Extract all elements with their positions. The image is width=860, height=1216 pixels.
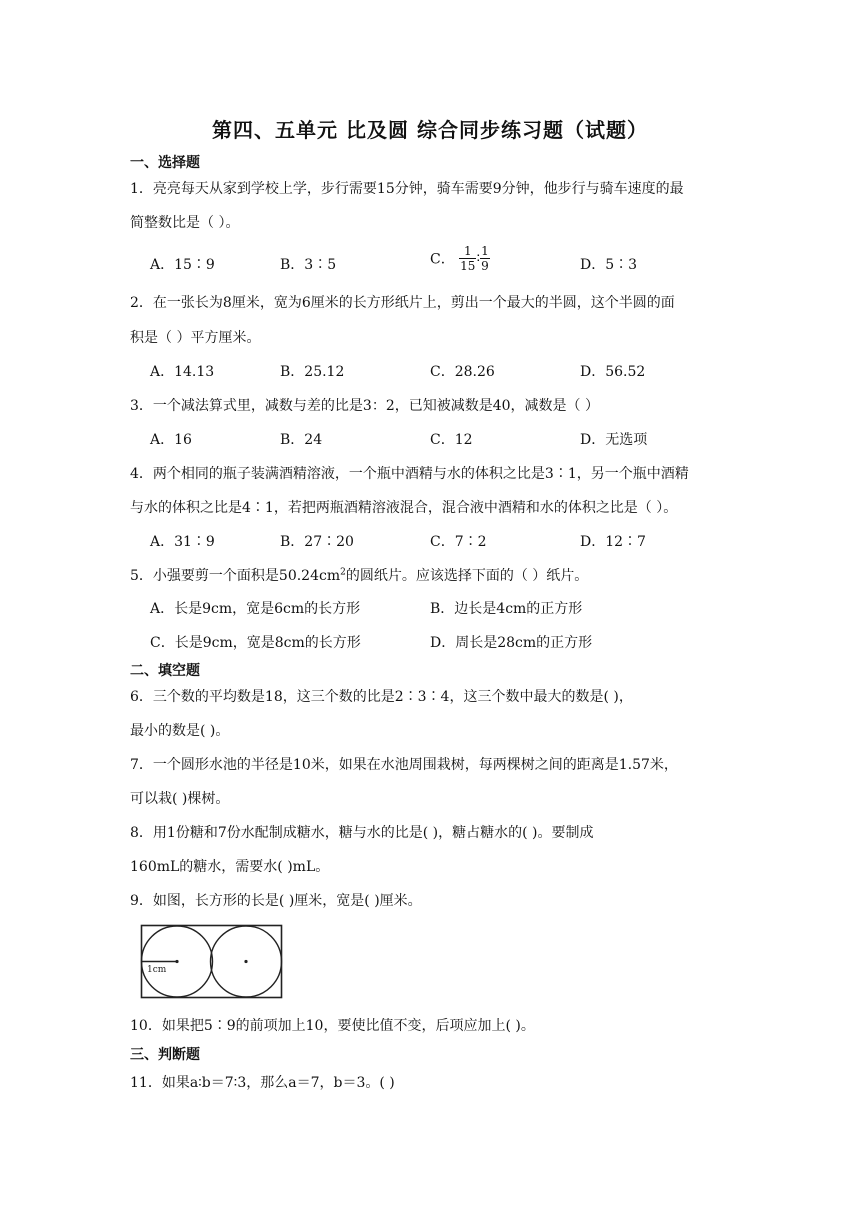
question-3-option-b: B．24 <box>280 432 323 448</box>
question-8-text-cont: 160mL的糖水，需要水( )mL。 <box>130 859 330 875</box>
ratio-colon: ∶ <box>476 250 481 267</box>
center-dot-right <box>244 960 247 963</box>
rectangle-two-circles-figure <box>140 924 284 1004</box>
fraction-denominator: 9 <box>481 259 489 273</box>
question-1-text: 1．亮亮每天从家到学校上学，步行需要15分钟，骑车需要9分钟，他步行与骑车速度的最 <box>130 181 684 197</box>
page-title: 第四、五单元 比及圆 综合同步练习题（试题） <box>212 118 648 142</box>
fraction-one-fifteenth <box>459 244 476 273</box>
question-4-text-cont: 与水的体积之比是4∶1，若把两瓶酒精溶液混合，混合液中酒精和水的体积之比是（ ）。 <box>130 500 678 516</box>
question-2-text-cont: 积是（ ）平方厘米。 <box>130 330 261 346</box>
question-6-text-cont: 最小的数是( )。 <box>130 723 230 739</box>
question-4-option-d: D．12∶7 <box>580 534 646 550</box>
question-5-option-b: B．边长是4cm的正方形 <box>430 601 583 617</box>
question-5-text <box>130 565 740 585</box>
question-2-option-a: A．14.13 <box>150 364 215 380</box>
question-5-text-b: 的圆纸片。应该选择下面的（ ）纸片。 <box>345 568 589 584</box>
question-1-option-d: D．5∶3 <box>580 257 638 273</box>
question-5-option-d: D．周长是28cm的正方形 <box>430 635 593 651</box>
radius-label: 1cm <box>147 965 167 975</box>
fraction-numerator: 1 <box>481 244 489 258</box>
question-2-text: 2．在一张长为8厘米，宽为6厘米的长方形纸片上，剪出一个最大的半圆，这个半圆的面 <box>130 295 675 311</box>
question-4-option-c: C．7∶2 <box>430 534 487 550</box>
fraction-denominator: 15 <box>460 259 476 273</box>
question-1-text-cont: 简整数比是（ ）。 <box>130 215 240 231</box>
question-1-option-b: B．3∶5 <box>280 257 337 273</box>
question-8-text: 8．用1份糖和7份水配制成糖水，糖与水的比是( )，糖占糖水的( )。要制成 <box>130 825 594 841</box>
question-4-text: 4．两个相同的瓶子装满酒精溶液，一个瓶中酒精与水的体积之比是3∶1，另一个瓶中酒精 <box>130 466 689 482</box>
question-5-text-a: 5．小强要剪一个面积是50.24cm <box>130 568 341 584</box>
question-2-option-d: D．56.52 <box>580 364 646 380</box>
question-2-option-c: C．28.26 <box>430 364 495 380</box>
question-6-text: 6．三个数的平均数是18，这三个数的比是2∶3∶4，这三个数中最大的数是( )， <box>130 689 633 705</box>
question-7-text: 7．一个圆形水池的半径是10米，如果在水池周围栽树，每两棵树之间的距离是1.57米， <box>130 757 678 773</box>
question-3-option-c: C．12 <box>430 432 473 448</box>
fraction-numerator: 1 <box>459 244 476 259</box>
question-1-option-c <box>430 244 490 273</box>
question-2-option-b: B．25.12 <box>280 364 345 380</box>
question-5-option-c: C．长是9cm，宽是8cm的长方形 <box>150 635 361 651</box>
question-4-option-a: A．31∶9 <box>150 534 215 550</box>
section-heading-choice: 一、选择题 <box>130 155 200 171</box>
question-3-text: 3．一个减法算式里，减数与差的比是3：2，已知被减数是40，减数是（ ） <box>130 398 599 414</box>
superscript-two: 2 <box>340 567 346 578</box>
section-heading-true-false: 三、判断题 <box>130 1047 200 1063</box>
question-11-text: 11．如果a∶b＝7∶3，那么a＝7，b＝3。( ) <box>130 1075 395 1091</box>
question-4-option-b: B．27∶20 <box>280 534 354 550</box>
question-9-text: 9．如图，长方形的长是( )厘米，宽是( )厘米。 <box>130 893 422 909</box>
section-heading-fill-blank: 二、填空题 <box>130 663 200 679</box>
question-5-option-a: A．长是9cm，宽是6cm的长方形 <box>150 601 361 617</box>
question-7-text-cont: 可以栽( )棵树。 <box>130 791 230 807</box>
center-dot-left <box>175 960 178 963</box>
question-3-option-d: D．无选项 <box>580 432 648 448</box>
question-10-text: 10．如果把5∶9的前项加上10，要使比值不变，后项应加上( )。 <box>130 1018 535 1034</box>
option-c-prefix: C． <box>430 251 455 268</box>
question-1-option-a: A．15∶9 <box>150 257 215 273</box>
question-3-option-a: A．16 <box>150 432 192 448</box>
fraction-one-ninth <box>480 244 490 273</box>
